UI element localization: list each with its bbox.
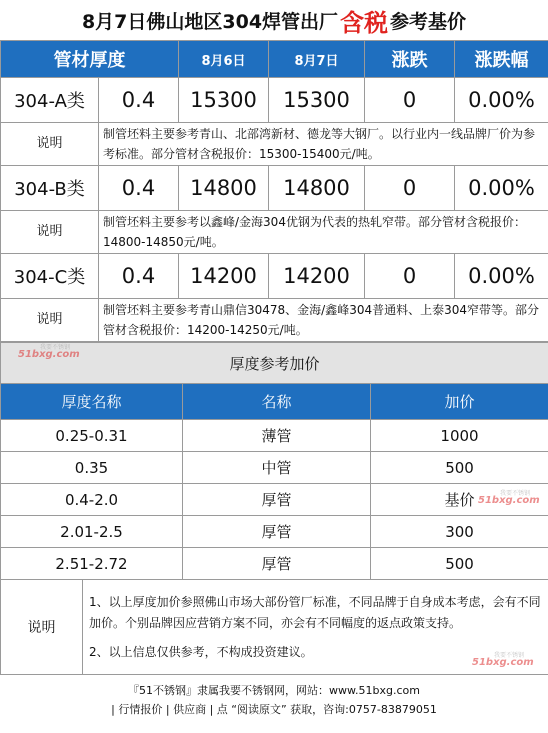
change-cell: 0: [365, 254, 455, 299]
tube-name-cell: 薄管: [183, 420, 371, 452]
header-name: 名称: [183, 384, 371, 420]
range-cell: 0.35: [1, 452, 183, 484]
thickness-table-header: [1, 384, 548, 420]
footer-line-1: 『51不锈钢』隶属我要不锈钢网，网站：www.51bxg.com: [128, 684, 420, 697]
footer-line-2: | 行情报价 | 供应商 | 点 “阅读原文” 获取，咨询:0757-83879051: [111, 703, 437, 716]
table-row: [1, 420, 548, 452]
note-label: 说明: [1, 211, 99, 254]
price-table: [0, 40, 548, 342]
price-aug7: 15300: [269, 78, 365, 123]
price-aug6: 14200: [179, 254, 269, 299]
price-aug7: 14200: [269, 254, 365, 299]
table-row: [1, 548, 548, 580]
range-cell: 0.4-2.0: [1, 484, 183, 516]
tube-name-cell: 中管: [183, 452, 371, 484]
price-table-header: [1, 41, 548, 78]
footnote-row: [1, 580, 548, 675]
premium-cell: 500: [371, 548, 548, 580]
grade-name: 304-A类: [1, 78, 99, 123]
price-aug6: 15300: [179, 78, 269, 123]
table-row: [1, 78, 548, 123]
change-cell: 0: [365, 78, 455, 123]
table-row: [1, 452, 548, 484]
range-cell: 2.01-2.5: [1, 516, 183, 548]
premium-cell: 1000: [371, 420, 548, 452]
tube-name-cell: 厚管: [183, 548, 371, 580]
note-text: 制管坯料主要参考以鑫峰/金海304优钢为代表的热轧窄带。部分管材含税报价：14800-14850元/吨。: [99, 211, 548, 254]
section-title: 厚度参考加价: [1, 343, 548, 384]
note-row: [1, 123, 548, 166]
header-change-pct: 涨跌幅: [455, 41, 548, 78]
header-aug6: 8月6日: [179, 41, 269, 78]
section-title-row: [1, 343, 548, 384]
title-highlight: 含税: [340, 8, 389, 37]
note-text: 制管坯料主要参考青山鼎信30478、金海/鑫峰304普通料、上泰304窄带等。部分管材含税报价：14200-14250元/吨。: [99, 299, 548, 342]
watermark-logo: 我要不锈钢 51bxg.com: [478, 490, 540, 506]
title-suffix: 参考基价: [390, 10, 467, 33]
tube-name-cell: 厚管: [183, 516, 371, 548]
page-title: [0, 0, 548, 40]
premium-cell: 基价: [371, 484, 548, 516]
tube-name-cell: 厚管: [183, 484, 371, 516]
header-premium: 加价: [371, 384, 548, 420]
thickness-cell: 0.4: [99, 78, 179, 123]
header-thickness: 管材厚度: [1, 41, 179, 78]
change-cell: 0: [365, 166, 455, 211]
table-row: [1, 516, 548, 548]
price-aug6: 14800: [179, 166, 269, 211]
note-row: [1, 211, 548, 254]
note-label: 说明: [1, 123, 99, 166]
thickness-cell: 0.4: [99, 254, 179, 299]
note-text: 制管坯料主要参考青山、北部湾新材、德龙等大钢厂。以行业内一线品牌厂价为参考标准。部分管材含税报价：15300-15400元/吨。: [99, 123, 548, 166]
grade-name: 304-B类: [1, 166, 99, 211]
footnote-line-1: 1、以上厚度加价参照佛山市场大部份管厂标准，不同品牌于自身成本考虑，会有不同加价。个别品牌因应营销方案不同，亦会有不同幅度的返点政策支持。: [89, 594, 541, 630]
note-label: 说明: [1, 299, 99, 342]
header-range: 厚度名称: [1, 384, 183, 420]
note-row: [1, 299, 548, 342]
header-change: 涨跌: [365, 41, 455, 78]
table-row: [1, 166, 548, 211]
watermark-logo: 我要不锈钢 51bxg.com: [472, 652, 534, 668]
thickness-table: [0, 342, 548, 675]
table-row: [1, 254, 548, 299]
table-row: [1, 484, 548, 516]
change-pct-cell: 0.00%: [455, 254, 548, 299]
range-cell: 2.51-2.72: [1, 548, 183, 580]
price-aug7: 14800: [269, 166, 365, 211]
page-footer: [0, 675, 548, 719]
title-prefix: 8月7日佛山地区304焊管出厂: [81, 10, 339, 33]
premium-cell: 300: [371, 516, 548, 548]
header-aug7: 8月7日: [269, 41, 365, 78]
range-cell: 0.25-0.31: [1, 420, 183, 452]
change-pct-cell: 0.00%: [455, 166, 548, 211]
change-pct-cell: 0.00%: [455, 78, 548, 123]
grade-name: 304-C类: [1, 254, 99, 299]
premium-cell: 500: [371, 452, 548, 484]
thickness-cell: 0.4: [99, 166, 179, 211]
footnote-line-2: 2、以上信息仅供参考，不构成投资建议。: [89, 644, 313, 659]
watermark-logo: 我要不锈钢 51bxg.com: [18, 344, 80, 360]
footnote-label: 说明: [1, 580, 83, 675]
